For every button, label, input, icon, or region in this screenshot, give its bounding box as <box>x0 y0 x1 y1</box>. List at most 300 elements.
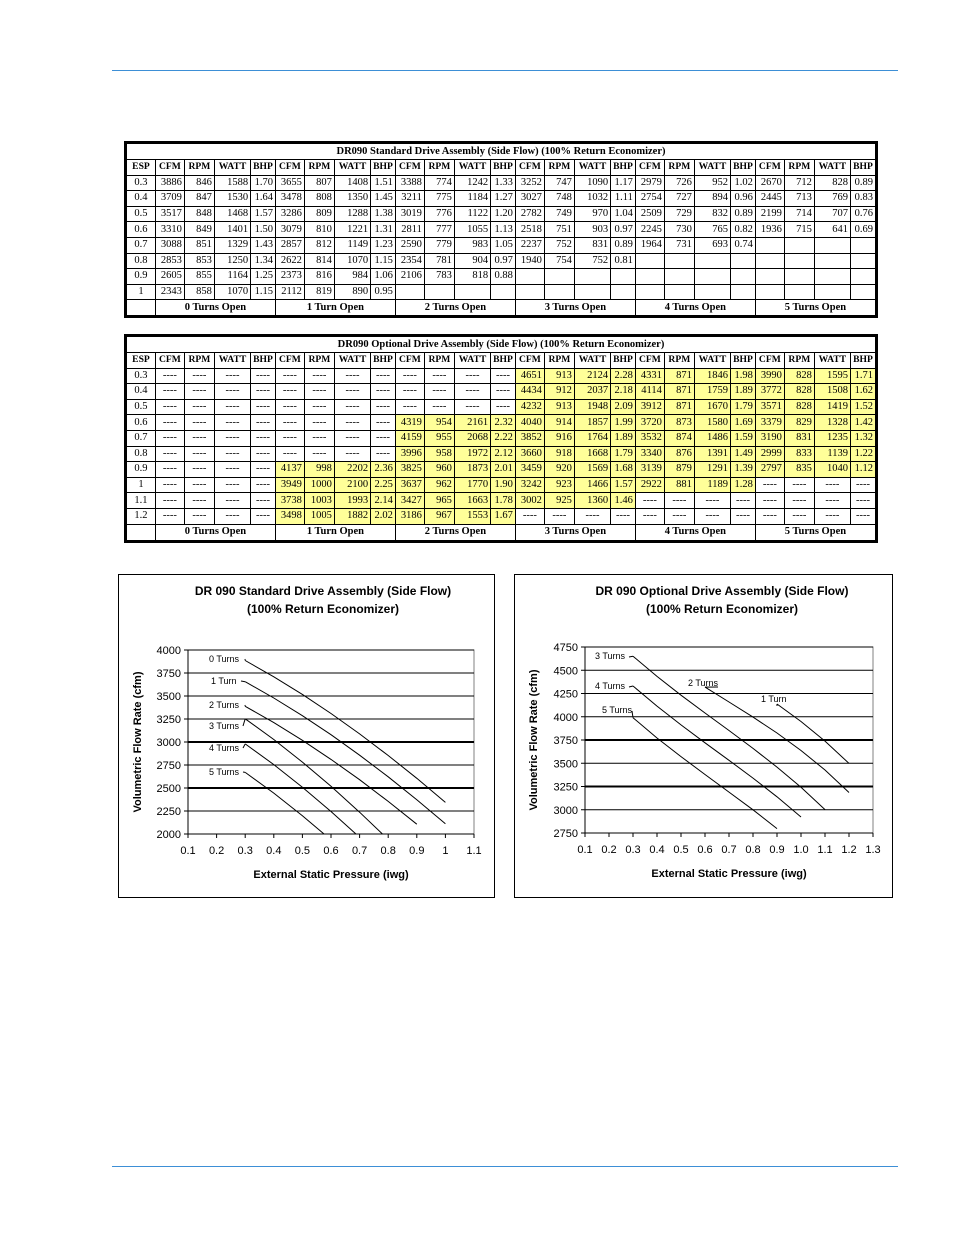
table-cell: 1764 <box>574 430 610 446</box>
esp-cell: 0.5 <box>127 206 156 222</box>
table-cell: 1.33 <box>491 175 516 191</box>
table-cell: 1221 <box>334 222 370 238</box>
column-header: WATT <box>334 160 370 176</box>
table-cell: 1.98 <box>731 368 756 384</box>
y-tick-label: 3000 <box>553 804 578 817</box>
table-cell: ---- <box>214 399 250 415</box>
table-cell: 2112 <box>275 284 304 300</box>
table-row <box>127 253 876 269</box>
table-cell: 1.13 <box>491 222 516 238</box>
column-header: CFM <box>515 160 544 176</box>
table-row <box>127 493 876 509</box>
table-cell: 819 <box>304 284 334 300</box>
table-cell: ---- <box>155 430 184 446</box>
table-cell: ---- <box>184 415 214 431</box>
table-cell: ---- <box>155 493 184 509</box>
y-tick-label: 2000 <box>156 829 181 841</box>
table-cell: ---- <box>454 399 490 415</box>
table-cell: 777 <box>424 222 454 238</box>
table-row <box>127 269 876 285</box>
table-cell: 925 <box>544 493 574 509</box>
table-cell: ---- <box>155 384 184 400</box>
table-cell: 1291 <box>694 462 730 478</box>
table-cell: 851 <box>184 237 214 253</box>
table-cell: 1595 <box>814 368 850 384</box>
table-cell: 754 <box>544 253 574 269</box>
table-cell: 2782 <box>515 206 544 222</box>
table-cell: ---- <box>784 477 814 493</box>
table-cell: 1.27 <box>491 191 516 207</box>
table-cell <box>814 253 850 269</box>
y-tick-label: 2750 <box>156 760 181 772</box>
table-cell: 1580 <box>694 415 730 431</box>
table-cell: 1588 <box>214 175 250 191</box>
table-cell: 3286 <box>275 206 304 222</box>
table-cell <box>635 253 664 269</box>
table-cell: 726 <box>664 175 694 191</box>
table-cell: 3478 <box>275 191 304 207</box>
table-cell: ---- <box>544 508 574 524</box>
turns-open-label: 4 Turns Open <box>635 524 755 540</box>
table-cell: 0.95 <box>371 284 396 300</box>
column-header: CFM <box>275 160 304 176</box>
x-tick-label: 0.1 <box>577 844 593 856</box>
table-cell: ---- <box>334 415 370 431</box>
footer-blank <box>127 300 156 316</box>
table-cell: ---- <box>814 477 850 493</box>
table-cell: 0.89 <box>731 206 756 222</box>
table-cell <box>784 253 814 269</box>
table-cell: 1.45 <box>371 191 396 207</box>
table-cell: 1.59 <box>731 430 756 446</box>
table-cell: ---- <box>251 430 276 446</box>
table-cell: ---- <box>334 368 370 384</box>
column-header: BHP <box>491 353 516 369</box>
table-cell: 1149 <box>334 237 370 253</box>
x-tick-label: 0.7 <box>351 845 368 857</box>
table-cell: ---- <box>184 384 214 400</box>
table-cell: ---- <box>304 368 334 384</box>
table-cell: 1.89 <box>611 430 636 446</box>
table-cell <box>851 284 876 300</box>
y-tick-label: 2500 <box>156 783 181 795</box>
turns-open-label: 1 Turn Open <box>275 524 395 540</box>
table-cell: 2.36 <box>371 462 396 478</box>
table-cell: 2670 <box>755 175 784 191</box>
table-cell: 3027 <box>515 191 544 207</box>
table-header-row <box>127 353 876 369</box>
table-cell: ---- <box>251 508 276 524</box>
table-cell: 2922 <box>635 477 664 493</box>
table-cell: 752 <box>574 253 610 269</box>
table-cell: 952 <box>694 175 730 191</box>
table-cell: 783 <box>424 269 454 285</box>
table-cell: ---- <box>454 384 490 400</box>
column-header: CFM <box>755 160 784 176</box>
table-cell: 1.79 <box>611 446 636 462</box>
table-cell: 1.69 <box>731 415 756 431</box>
table-cell: 3427 <box>395 493 424 509</box>
table-cell: ---- <box>664 508 694 524</box>
table-cell: 1055 <box>454 222 490 238</box>
table-cell: 1569 <box>574 462 610 478</box>
table-cell: 3912 <box>635 399 664 415</box>
table-cell: ---- <box>424 368 454 384</box>
table-cell: 858 <box>184 284 214 300</box>
table-cell: 1.05 <box>491 237 516 253</box>
table-cell: 4319 <box>395 415 424 431</box>
table-cell: 1350 <box>334 191 370 207</box>
table-cell <box>664 284 694 300</box>
table-cell <box>694 269 730 285</box>
table-cell: 1.43 <box>251 237 276 253</box>
table-cell: 835 <box>784 462 814 478</box>
chart-subtitle: (100% Return Economizer) <box>645 602 799 616</box>
table-cell: ---- <box>611 508 636 524</box>
table-cell: 855 <box>184 269 214 285</box>
table-cell: 3852 <box>515 430 544 446</box>
table-cell: 1.51 <box>371 175 396 191</box>
table-cell: 3388 <box>395 175 424 191</box>
column-header: WATT <box>214 353 250 369</box>
series-label: 4 Turns <box>595 681 626 691</box>
x-tick-label: 0.6 <box>323 845 339 857</box>
column-header: RPM <box>784 353 814 369</box>
table-cell: 2037 <box>574 384 610 400</box>
table-cell: 2161 <box>454 415 490 431</box>
esp-cell: 0.4 <box>127 384 156 400</box>
table-cell: 3498 <box>275 508 304 524</box>
table-cell: 1189 <box>694 477 730 493</box>
table-cell: 2590 <box>395 237 424 253</box>
table-cell: 3571 <box>755 399 784 415</box>
table-cell: ---- <box>491 399 516 415</box>
table-cell: 1.89 <box>731 384 756 400</box>
table-cell: ---- <box>304 384 334 400</box>
table-cell: ---- <box>251 446 276 462</box>
table-cell: 828 <box>784 368 814 384</box>
table-cell: 3886 <box>155 175 184 191</box>
table-cell: 1553 <box>454 508 490 524</box>
column-header: RPM <box>304 353 334 369</box>
table-cell: 965 <box>424 493 454 509</box>
table-cell: 1.90 <box>491 477 516 493</box>
column-header: BHP <box>851 160 876 176</box>
table-cell: 3825 <box>395 462 424 478</box>
column-header: CFM <box>395 160 424 176</box>
table-cell: 903 <box>574 222 610 238</box>
table-cell: ---- <box>214 493 250 509</box>
table-cell: 914 <box>544 415 574 431</box>
table-cell: 1468 <box>214 206 250 222</box>
x-tick-label: 0.4 <box>649 844 665 856</box>
table-cell: 2999 <box>755 446 784 462</box>
table-cell: 1.57 <box>251 206 276 222</box>
table-cell: ---- <box>454 368 490 384</box>
table-row <box>127 508 876 524</box>
table-cell: 1466 <box>574 477 610 493</box>
series-label: 2 Turns <box>209 700 240 710</box>
esp-cell: 0.8 <box>127 446 156 462</box>
table-cell: ---- <box>275 368 304 384</box>
series-label: 5 Turns <box>209 767 240 777</box>
series-label: 4 Turns <box>209 743 240 753</box>
table-cell: ---- <box>304 430 334 446</box>
table-cell <box>755 269 784 285</box>
column-header: RPM <box>784 160 814 176</box>
table-cell: 3720 <box>635 415 664 431</box>
table-cell: 1.62 <box>851 384 876 400</box>
table-cell: 1250 <box>214 253 250 269</box>
table-cell: 1940 <box>515 253 544 269</box>
x-axis-label: External Static Pressure (iwg) <box>253 869 409 881</box>
table-cell: ---- <box>155 477 184 493</box>
table-cell <box>395 284 424 300</box>
column-header: WATT <box>334 353 370 369</box>
table-cell: 848 <box>184 206 214 222</box>
esp-cell: 1.2 <box>127 508 156 524</box>
table-cell <box>515 269 544 285</box>
table-cell: 913 <box>544 368 574 384</box>
table-cell: 1936 <box>755 222 784 238</box>
table-cell: 765 <box>694 222 730 238</box>
table-cell <box>694 253 730 269</box>
table-cell <box>611 269 636 285</box>
table-cell: 916 <box>544 430 574 446</box>
turns-open-label: 5 Turns Open <box>755 300 875 316</box>
table-cell: ---- <box>155 462 184 478</box>
chart-title: DR 090 Optional Drive Assembly (Side Flow) <box>595 584 849 598</box>
y-tick-label: 3250 <box>156 714 181 726</box>
table-cell: ---- <box>371 384 396 400</box>
turns-open-label: 3 Turns Open <box>515 300 635 316</box>
table-cell: 1.02 <box>731 175 756 191</box>
esp-cell: 0.3 <box>127 175 156 191</box>
table-cell: ---- <box>334 384 370 400</box>
table-cell: 831 <box>574 237 610 253</box>
column-header: CFM <box>155 160 184 176</box>
table-cell: 3211 <box>395 191 424 207</box>
table-cell: 828 <box>784 384 814 400</box>
table-cell: ---- <box>664 493 694 509</box>
y-tick-label: 3750 <box>156 668 181 680</box>
table-cell: 1.34 <box>251 253 276 269</box>
table-row <box>127 222 876 238</box>
table-cell: 781 <box>424 253 454 269</box>
y-tick-label: 3250 <box>553 781 578 794</box>
y-tick-label: 4750 <box>553 642 578 654</box>
table-cell: 1.22 <box>851 446 876 462</box>
column-header: RPM <box>544 160 574 176</box>
table-cell: 727 <box>664 191 694 207</box>
table-cell: ---- <box>635 493 664 509</box>
table-cell <box>851 253 876 269</box>
table-cell: 3139 <box>635 462 664 478</box>
turns-open-label: 0 Turns Open <box>155 524 275 540</box>
table-cell: 4159 <box>395 430 424 446</box>
series-label: 0 Turns <box>209 654 240 664</box>
table-cell: 1.78 <box>491 493 516 509</box>
table-cell: 0.69 <box>851 222 876 238</box>
x-tick-label: 0.6 <box>697 844 713 856</box>
table-cell: 2.09 <box>611 399 636 415</box>
esp-cell: 1.1 <box>127 493 156 509</box>
table-cell: ---- <box>214 368 250 384</box>
table-cell: 1.79 <box>731 399 756 415</box>
table-cell: 2373 <box>275 269 304 285</box>
table-cell: 3517 <box>155 206 184 222</box>
table-cell: 871 <box>664 368 694 384</box>
table-cell: 833 <box>784 446 814 462</box>
table-cell <box>424 284 454 300</box>
table-cell: 712 <box>784 175 814 191</box>
table-cell <box>731 253 756 269</box>
table-cell: 713 <box>784 191 814 207</box>
column-header: WATT <box>814 160 850 176</box>
table-cell: ---- <box>155 446 184 462</box>
table-cell: 707 <box>814 206 850 222</box>
table-cell: 752 <box>544 237 574 253</box>
table-footer-row <box>127 300 876 316</box>
table-cell: 1.38 <box>371 206 396 222</box>
turns-open-label: 3 Turns Open <box>515 524 635 540</box>
column-header: CFM <box>395 353 424 369</box>
table-cell: 2.12 <box>491 446 516 462</box>
table-cell: 1328 <box>814 415 850 431</box>
table-cell: ---- <box>251 399 276 415</box>
table-cell: 829 <box>784 415 814 431</box>
table-cell: 2199 <box>755 206 784 222</box>
table-cell: 2.22 <box>491 430 516 446</box>
table-cell <box>851 237 876 253</box>
series-label: 2 Turns <box>688 678 719 688</box>
table-cell: 871 <box>664 384 694 400</box>
table-cell: 1.46 <box>611 493 636 509</box>
table-cell <box>784 269 814 285</box>
column-header: RPM <box>544 353 574 369</box>
table-cell: ---- <box>755 508 784 524</box>
table-cell: 1.68 <box>611 462 636 478</box>
table-cell: 1.71 <box>851 368 876 384</box>
table-cell: 2.32 <box>491 415 516 431</box>
table-cell: 1486 <box>694 430 730 446</box>
table-cell: ---- <box>635 508 664 524</box>
table-cell: 1.49 <box>731 446 756 462</box>
x-tick-label: 1.1 <box>817 844 833 856</box>
table-cell: 3637 <box>395 477 424 493</box>
table-cell: ---- <box>184 399 214 415</box>
column-header: RPM <box>664 353 694 369</box>
table-cell: 0.96 <box>731 191 756 207</box>
x-tick-label: 0.7 <box>721 844 737 856</box>
table-cell: 775 <box>424 191 454 207</box>
table-cell: 2857 <box>275 237 304 253</box>
column-header: CFM <box>275 353 304 369</box>
table-cell: ---- <box>755 477 784 493</box>
table-cell <box>784 284 814 300</box>
top-rule <box>112 70 898 71</box>
table-cell: 1993 <box>334 493 370 509</box>
column-header: WATT <box>214 160 250 176</box>
table-cell: 1.42 <box>851 415 876 431</box>
table-cell: ---- <box>275 384 304 400</box>
table-cell: 1401 <box>214 222 250 238</box>
table-cell: 4040 <box>515 415 544 431</box>
chart-subtitle: (100% Return Economizer) <box>246 602 400 616</box>
table-cell: ---- <box>371 430 396 446</box>
column-header: RPM <box>664 160 694 176</box>
table-cell: ---- <box>184 430 214 446</box>
column-header: CFM <box>515 353 544 369</box>
table-cell: 3310 <box>155 222 184 238</box>
table-cell: 1.99 <box>611 415 636 431</box>
table-cell: 1530 <box>214 191 250 207</box>
y-tick-label: 4000 <box>156 645 181 657</box>
table-row <box>127 415 876 431</box>
table-cell: 3532 <box>635 430 664 446</box>
table-cell: 4137 <box>275 462 304 478</box>
table-row <box>127 446 876 462</box>
table-cell: 2853 <box>155 253 184 269</box>
table-cell <box>814 269 850 285</box>
x-tick-label: 1.2 <box>841 844 857 856</box>
table-title: DR090 Standard Drive Assembly (Side Flow) (100% Return Economizer) <box>127 144 876 160</box>
table-title: DR090 Optional Drive Assembly (Side Flow) (100% Return Economizer) <box>127 337 876 353</box>
table-cell: 4651 <box>515 368 544 384</box>
table-cell: 828 <box>784 399 814 415</box>
table-cell: 879 <box>664 462 694 478</box>
table-cell: 2124 <box>574 368 610 384</box>
turns-open-label: 4 Turns Open <box>635 300 755 316</box>
table-cell: ---- <box>184 477 214 493</box>
column-header: WATT <box>574 353 610 369</box>
table-cell: 923 <box>544 477 574 493</box>
column-header: RPM <box>424 353 454 369</box>
column-header: BHP <box>371 353 396 369</box>
table-cell <box>491 284 516 300</box>
table-cell: 894 <box>694 191 730 207</box>
table-cell: 1000 <box>304 477 334 493</box>
table-cell: 2605 <box>155 269 184 285</box>
table-cell <box>755 284 784 300</box>
table-cell: 3996 <box>395 446 424 462</box>
table-cell: 810 <box>304 222 334 238</box>
table-cell: 958 <box>424 446 454 462</box>
table-cell: ---- <box>155 508 184 524</box>
table-cell: 0.81 <box>611 253 636 269</box>
table-cell: 1005 <box>304 508 334 524</box>
table-cell: ---- <box>304 415 334 431</box>
esp-cell: 0.6 <box>127 222 156 238</box>
table-cell: 729 <box>664 206 694 222</box>
table-row <box>127 384 876 400</box>
table-cell: 818 <box>454 269 490 285</box>
table-cell: 2509 <box>635 206 664 222</box>
table-cell: ---- <box>251 384 276 400</box>
table-cell: ---- <box>395 399 424 415</box>
table-cell <box>664 253 694 269</box>
table-cell: 1.04 <box>611 206 636 222</box>
table-row <box>127 368 876 384</box>
table-cell: 1.32 <box>851 430 876 446</box>
y-axis-label: Volumetric Flow Rate (cfm) <box>528 669 540 811</box>
table-cell: 1508 <box>814 384 850 400</box>
standard-drive-table <box>124 141 878 318</box>
column-header: BHP <box>611 353 636 369</box>
table-cell: 881 <box>664 477 694 493</box>
table-cell: 4114 <box>635 384 664 400</box>
table-cell: 0.89 <box>851 175 876 191</box>
